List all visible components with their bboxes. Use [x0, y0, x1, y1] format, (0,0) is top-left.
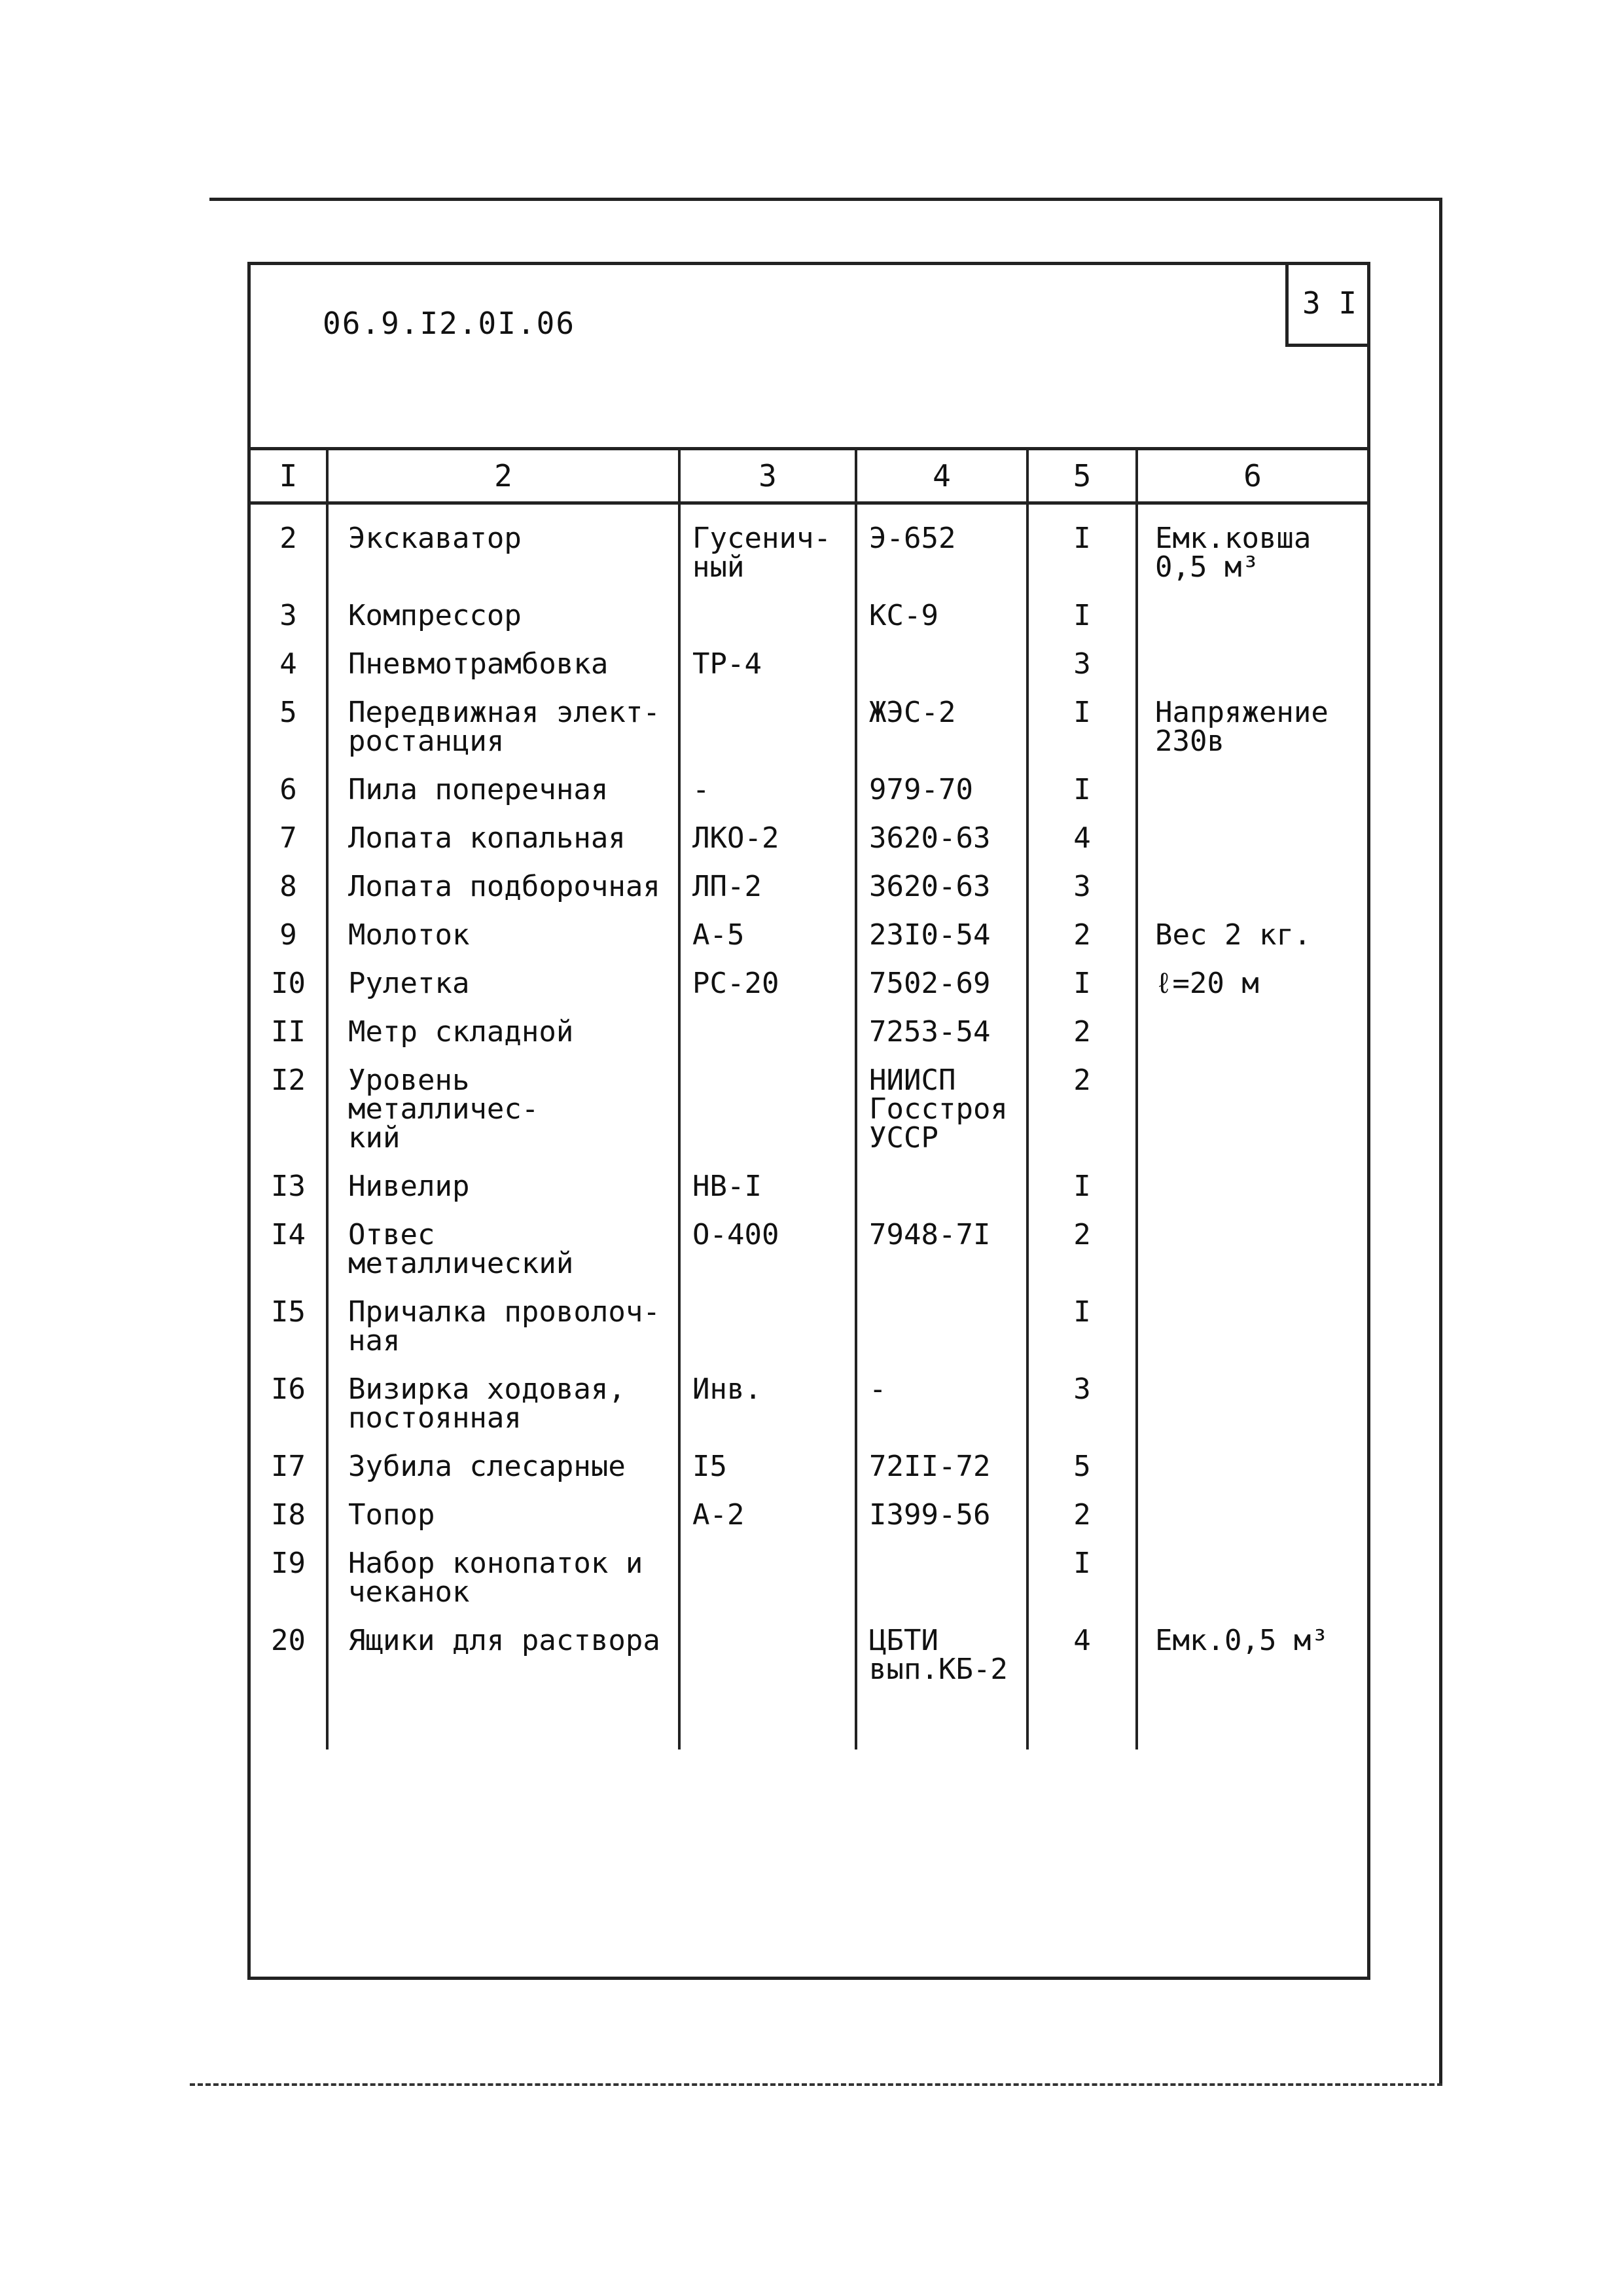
empty-cell: [327, 1684, 679, 1749]
row-number: I8: [271, 1498, 306, 1532]
item-name: Компрессор: [327, 582, 679, 630]
row-number: I5: [271, 1295, 306, 1329]
row-number: 4: [279, 647, 297, 681]
table-row: [251, 679, 1367, 756]
item-standard: 979-70: [856, 756, 1027, 804]
item-name: Пневмотрамбовка: [327, 630, 679, 679]
item-type: ТР-4: [679, 630, 856, 679]
item-name: Экскаватор: [327, 503, 679, 583]
table-header-row: [251, 450, 1367, 503]
row-number: II: [271, 1015, 306, 1049]
item-note: [1137, 853, 1367, 901]
item-type: ЛП-2: [679, 853, 856, 901]
item-type: А-2: [679, 1481, 856, 1530]
item-name: Уровень металличес- кий: [327, 1047, 679, 1153]
item-standard: I399-56: [856, 1481, 1027, 1530]
item-note: [1137, 756, 1367, 804]
item-note: [1137, 1278, 1367, 1355]
row-number: 20: [271, 1624, 306, 1657]
item-quantity: I: [1027, 582, 1137, 630]
empty-cell: [251, 1684, 327, 1749]
item-note: [1137, 1355, 1367, 1433]
item-quantity: 2: [1027, 1201, 1137, 1278]
item-name: Пила поперечная: [327, 756, 679, 804]
item-quantity: 3: [1027, 1355, 1137, 1433]
item-note: Емк.0,5 м³: [1137, 1607, 1367, 1684]
item-note: [1137, 998, 1367, 1047]
row-number: I2: [271, 1064, 306, 1097]
item-standard: -: [856, 1355, 1027, 1433]
item-note: Вес 2 кг.: [1137, 901, 1367, 950]
empty-cell: [1137, 1684, 1367, 1749]
row-number: I9: [271, 1547, 306, 1580]
item-note: Напряжение 230в: [1137, 679, 1367, 756]
sheet-number-box: [1285, 262, 1370, 347]
item-standard: НИИСП Госстроя УССР: [856, 1047, 1027, 1153]
sheet-frame-right: [1439, 198, 1442, 2086]
item-note: [1137, 1481, 1367, 1530]
item-quantity: 3: [1027, 853, 1137, 901]
item-quantity: 4: [1027, 804, 1137, 853]
equipment-table: [251, 450, 1367, 1749]
item-note: [1137, 582, 1367, 630]
table-row: [251, 756, 1367, 804]
item-quantity: I: [1027, 950, 1137, 998]
item-type: [679, 1278, 856, 1355]
item-quantity: 2: [1027, 901, 1137, 950]
item-name: Визирка ходовая, постоянная: [327, 1355, 679, 1433]
item-name: Лопата копальная: [327, 804, 679, 853]
item-quantity: 2: [1027, 1481, 1137, 1530]
item-standard: 72II-72: [856, 1433, 1027, 1481]
item-note: ℓ=20 м: [1137, 950, 1367, 998]
item-name: Ящики для раствора: [327, 1607, 679, 1684]
item-quantity: I: [1027, 503, 1137, 583]
column-header: 3: [679, 450, 856, 503]
item-quantity: I: [1027, 1153, 1137, 1201]
table-row: [251, 804, 1367, 853]
column-header: 5: [1027, 450, 1137, 503]
item-type: -: [679, 756, 856, 804]
item-type: Инв.: [679, 1355, 856, 1433]
item-name: Метр складной: [327, 998, 679, 1047]
table-row: [251, 901, 1367, 950]
table-row: [251, 1153, 1367, 1201]
item-standard: [856, 1530, 1027, 1607]
table-bottom-spacer: [251, 1684, 1367, 1749]
row-number: I6: [271, 1372, 306, 1406]
item-note: [1137, 804, 1367, 853]
item-note: [1137, 1201, 1367, 1278]
item-note: [1137, 1047, 1367, 1153]
item-quantity: I: [1027, 1530, 1137, 1607]
item-quantity: I: [1027, 756, 1137, 804]
empty-cell: [679, 1684, 856, 1749]
item-type: [679, 679, 856, 756]
item-standard: 7948-7I: [856, 1201, 1027, 1278]
sheet-number: 3 I: [1302, 285, 1357, 321]
item-type: РС-20: [679, 950, 856, 998]
item-name: Рулетка: [327, 950, 679, 998]
item-type: ЛКО-2: [679, 804, 856, 853]
item-quantity: 4: [1027, 1607, 1137, 1684]
table-row: [251, 1047, 1367, 1153]
table-row: [251, 630, 1367, 679]
item-type: I5: [679, 1433, 856, 1481]
table-row: [251, 998, 1367, 1047]
table-row: [251, 1201, 1367, 1278]
item-standard: Э-652: [856, 503, 1027, 583]
item-standard: ЖЭС-2: [856, 679, 1027, 756]
empty-cell: [856, 1684, 1027, 1749]
item-standard: 7253-54: [856, 998, 1027, 1047]
item-note: [1137, 1530, 1367, 1607]
column-header: 4: [856, 450, 1027, 503]
item-quantity: 5: [1027, 1433, 1137, 1481]
row-number: 3: [279, 599, 297, 632]
row-number: I3: [271, 1170, 306, 1203]
sheet-frame-bottom: [190, 2083, 1442, 2086]
item-note: [1137, 1153, 1367, 1201]
row-number: 5: [279, 696, 297, 729]
item-standard: 23I0-54: [856, 901, 1027, 950]
table-row: [251, 582, 1367, 630]
row-number: 8: [279, 870, 297, 903]
row-number: 7: [279, 821, 297, 855]
table-row: [251, 1530, 1367, 1607]
item-quantity: 2: [1027, 1047, 1137, 1153]
item-note: [1137, 1433, 1367, 1481]
table-row: [251, 1278, 1367, 1355]
item-standard: КС-9: [856, 582, 1027, 630]
row-number: I4: [271, 1218, 306, 1251]
item-type: [679, 582, 856, 630]
table-body: [251, 503, 1367, 1750]
item-type: НВ-I: [679, 1153, 856, 1201]
row-number: 6: [279, 773, 297, 806]
item-quantity: I: [1027, 679, 1137, 756]
item-type: [679, 1607, 856, 1684]
sheet-frame-top: [209, 198, 1442, 201]
item-standard: [856, 1153, 1027, 1201]
table-row: [251, 950, 1367, 998]
table-row: [251, 853, 1367, 901]
page-frame: [247, 262, 1370, 1980]
document-code: 06.9.I2.0I.06: [323, 306, 576, 341]
item-name: Лопата подборочная: [327, 853, 679, 901]
item-name: Нивелир: [327, 1153, 679, 1201]
row-number: 2: [279, 522, 297, 555]
item-name: Передвижная элект- ростанция: [327, 679, 679, 756]
item-type: Гусенич- ный: [679, 503, 856, 583]
item-type: А-5: [679, 901, 856, 950]
item-standard: [856, 630, 1027, 679]
item-name: Набор конопаток и чеканок: [327, 1530, 679, 1607]
item-name: Причалка проволоч- ная: [327, 1278, 679, 1355]
table-row: [251, 1433, 1367, 1481]
item-quantity: I: [1027, 1278, 1137, 1355]
item-name: Топор: [327, 1481, 679, 1530]
row-number: 9: [279, 918, 297, 952]
table-row: [251, 1355, 1367, 1433]
table-row: [251, 503, 1367, 583]
item-note: [1137, 630, 1367, 679]
item-type: [679, 998, 856, 1047]
column-header: 2: [327, 450, 679, 503]
item-type: [679, 1530, 856, 1607]
item-quantity: 3: [1027, 630, 1137, 679]
item-standard: 3620-63: [856, 853, 1027, 901]
empty-cell: [1027, 1684, 1137, 1749]
column-header: I: [251, 450, 327, 503]
item-type: О-400: [679, 1201, 856, 1278]
row-number: I7: [271, 1450, 306, 1483]
item-quantity: 2: [1027, 998, 1137, 1047]
item-standard: 3620-63: [856, 804, 1027, 853]
item-type: [679, 1047, 856, 1153]
item-standard: [856, 1278, 1027, 1355]
item-name: Зубила слесарные: [327, 1433, 679, 1481]
item-name: Молоток: [327, 901, 679, 950]
item-note: Емк.ковша 0,5 м³: [1137, 503, 1367, 583]
row-number: I0: [271, 967, 306, 1000]
item-standard: ЦБТИ вып.КБ-2: [856, 1607, 1027, 1684]
item-name: Отвес металлический: [327, 1201, 679, 1278]
item-standard: 7502-69: [856, 950, 1027, 998]
column-header: 6: [1137, 450, 1367, 503]
table-row: [251, 1607, 1367, 1684]
table-row: [251, 1481, 1367, 1530]
